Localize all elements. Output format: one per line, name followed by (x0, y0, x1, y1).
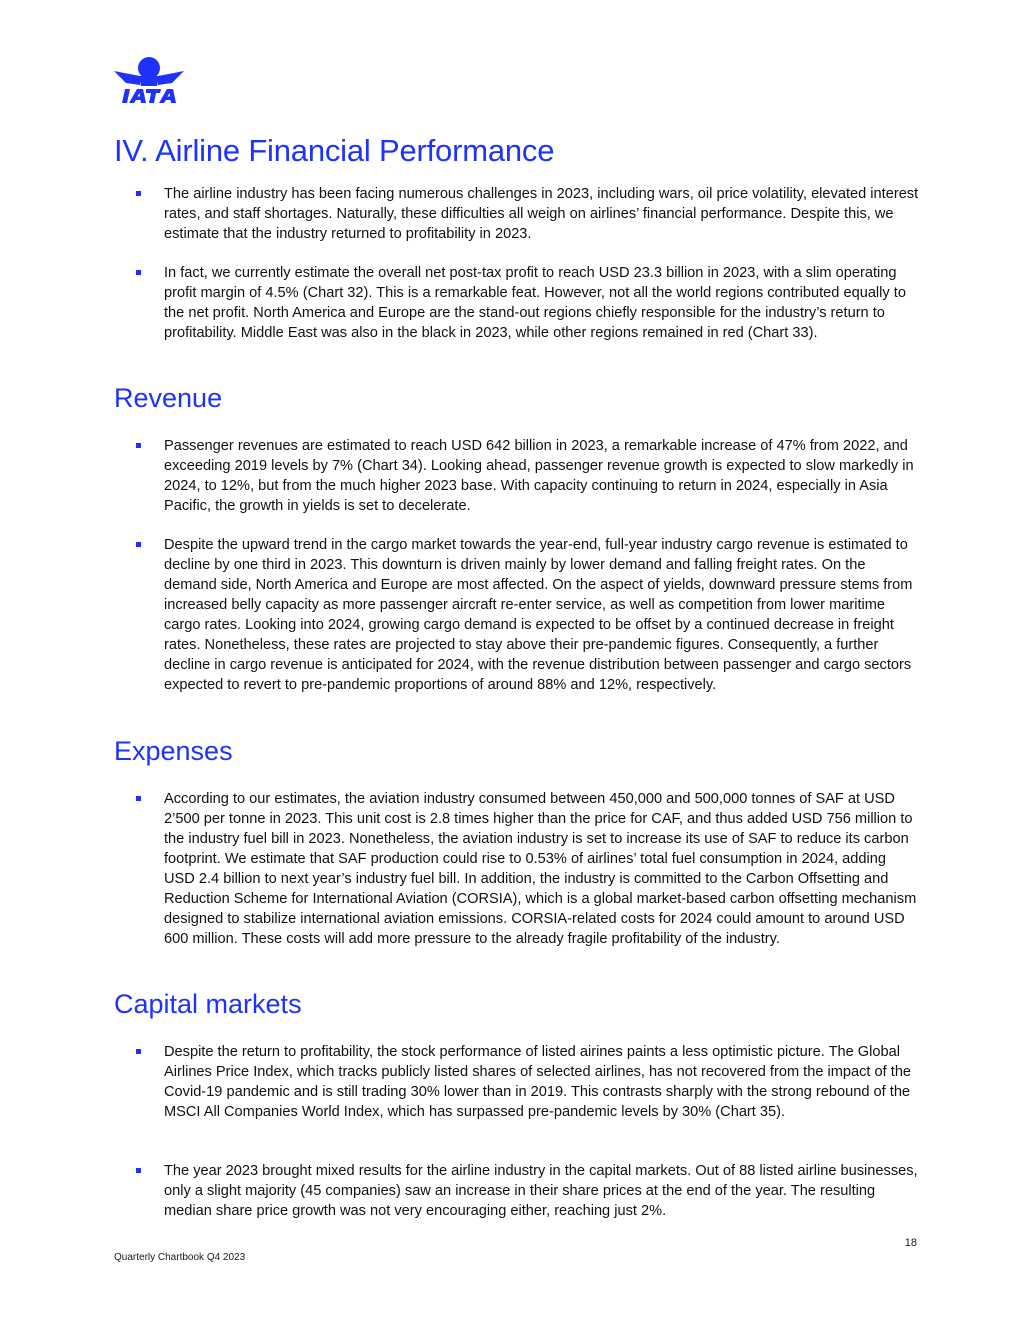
section-heading-capital-markets: Capital markets (114, 989, 302, 1019)
capital-markets-bullet-1 (164, 1042, 920, 1122)
revenue-bullet-1 (164, 436, 920, 516)
expenses-bullet-1 (164, 789, 920, 949)
bullet-marker (136, 542, 141, 547)
bullet-text: The year 2023 brought mixed results for the airline industry in the capital markets. Out of 88 listed airline businesses, only a slight majority (45 companies) saw an increase in their share prices at the end of the year. The resulting median share price growth was not very encouraging either, reaching just 2%. (164, 1163, 918, 1219)
page-title: IV. Airline Financial Performance (114, 133, 555, 168)
bullet-marker (136, 270, 141, 275)
revenue-bullet-2 (164, 535, 920, 695)
bullet-marker (136, 1168, 141, 1173)
bullet-marker (136, 1049, 141, 1054)
intro-bullet-2 (164, 263, 920, 343)
page-number: 18 (904, 1237, 917, 1249)
intro-bullet-1 (164, 184, 920, 244)
bullet-marker (136, 443, 141, 448)
iata-logo (112, 56, 186, 104)
bullet-text: Passenger revenues are estimated to reach USD 642 billion in 2023, a remarkable increase of 47% from 2022, and exceeding 2019 levels by 7% (Chart 34). Looking ahead, passenger revenue growth is expected to slow markedly in 2024, to 12%, but from the much higher 2023 base. With capacity continuing to return in 2024, especially in Asia Pacific, the growth in yields is set to decelerate. (164, 438, 914, 514)
bullet-marker (136, 191, 141, 196)
section-heading-expenses: Expenses (114, 736, 233, 766)
bullet-text: In fact, we currently estimate the overall net post-tax profit to reach USD 23.3 billion in 2023, with a slim operating profit margin of 4.5% (Chart 32). This is a remarkable feat. However, not all the world regions contributed equally to the net profit. North America and Europe are the stand-out regions chiefly responsible for the industry’s return to profitability. Middle East was also in the black in 2023, while other regions remained in red (Chart 33). (164, 265, 906, 341)
bullet-text: Despite the return to profitability, the stock performance of listed airines paints a less optimistic picture. The Global Airlines Price Index, which tracks publicly listed shares of selected airlines, has not recovered from the impact of the Covid-19 pandemic and is still trading 30% lower than in 2019. This contrasts sharply with the strong rebound of the MSCI All Companies World Index, which has surpassed pre-pandemic levels by 30% (Chart 35). (164, 1044, 912, 1120)
bullet-marker (136, 796, 141, 801)
section-heading-revenue: Revenue (114, 383, 223, 413)
capital-markets-bullet-2 (164, 1161, 920, 1221)
bullet-text: Despite the upward trend in the cargo market towards the year-end, full-year industry cargo revenue is estimated to decline by one third in 2023. This downturn is driven mainly by lower demand and falling freight rates. On the demand side, North America and Europe are most affected. On the aspect of yields, downward pressure stems from increased belly capacity as more passenger aircraft re-enter service, as well as competition from lower maritime cargo rates. Looking into 2024, growing cargo demand is expected to be offset by a continued decrease in freight rates. Nonetheless, these rates are projected to stay above their pre-pandemic figures. Consequently, a further decline in cargo revenue is anticipated for 2024, with the revenue distribution between passenger and cargo sectors expected to revert to pre-pandemic proportions of around 88% and 12%, respectively. (164, 537, 913, 693)
bullet-text: According to our estimates, the aviation industry consumed between 450,000 and 500,000 tonnes of SAF at USD 2’500 per tonne in 2023. This unit cost is 2.8 times higher than the price for CAF, and thus added USD 756 million to the industry fuel bill in 2023. Nonetheless, the aviation industry is set to increase its use of SAF to reduce its carbon footprint. We estimate that SAF production could rise to 0.53% of airlines’ total fuel consumption in 2024, adding USD 2.4 billion to next year’s industry fuel bill. In addition, the industry is committed to the Carbon Offsetting and Reduction Scheme for International Aviation (CORSIA), which is a global market-based carbon offsetting mechanism designed to stabilize international aviation emissions. CORSIA-related costs for 2024 could amount to around USD 600 million. These costs will add more pressure to the already fragile profitability of the industry. (164, 791, 917, 947)
footer-document-title: Quarterly Chartbook Q4 2023 (114, 1252, 246, 1263)
bullet-text: The airline industry has been facing numerous challenges in 2023, including wars, oil price volatility, elevated interest rates, and staff shortages. Naturally, these difficulties all weigh on airlines’ financial performance. Despite this, we estimate that the industry returned to profitability in 2023. (164, 186, 919, 242)
